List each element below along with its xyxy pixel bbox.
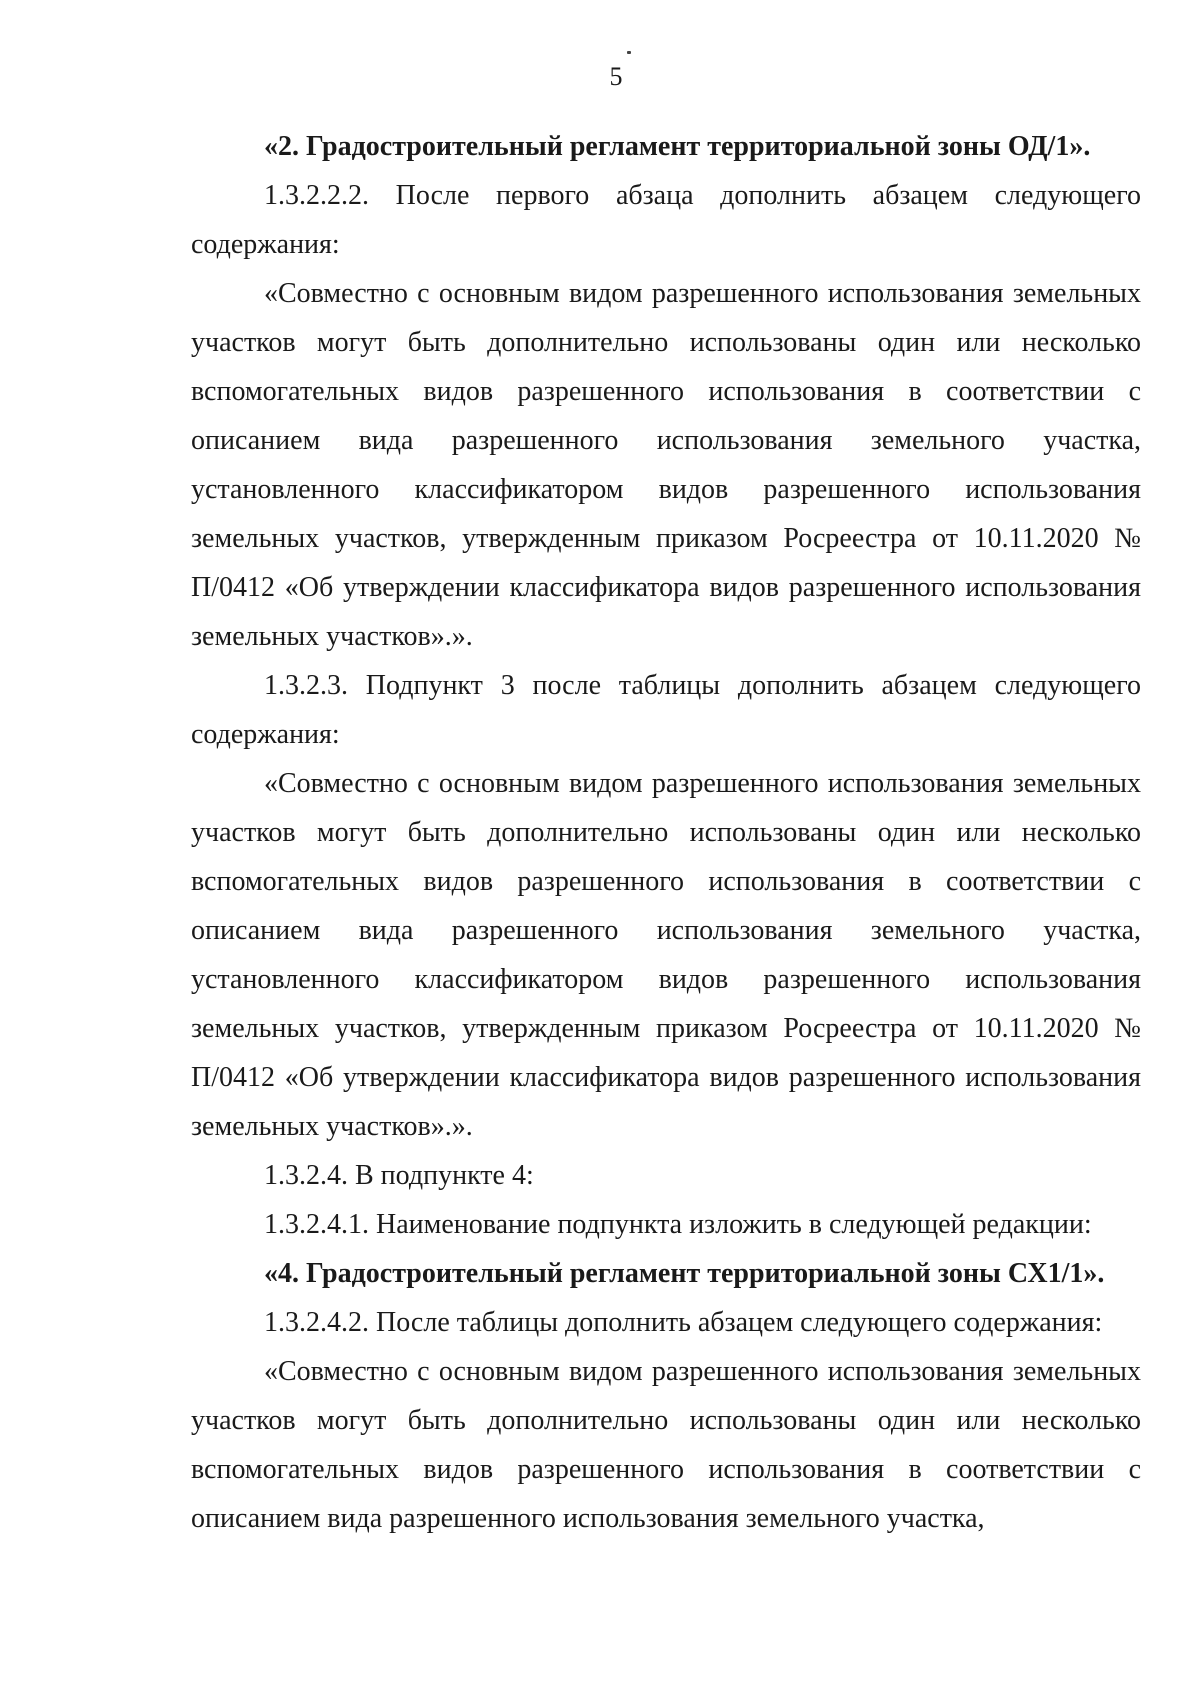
paragraph-1-3-2-4-1: 1.3.2.4.1. Наименование подпункта изложить в следующей редакции: [264,1209,1092,1240]
document-body [191,122,1141,1543]
paragraph-1-3-2-4-2: 1.3.2.4.2. После таблицы дополнить абзацем следующего содержания: [264,1307,1103,1338]
page-number: 5 [609,62,623,91]
paragraph-1-3-2-4: 1.3.2.4. В подпункте 4: [264,1160,534,1191]
heading-zone-od1: «2. Градостроительный регламент территориальной зоны ОД/1». [264,131,1091,162]
paragraph-quote-2: «Совместно с основным видом разрешенного использования земельных участков могут быть дополнительно использованы один или несколько вспомогательных видов разрешенного использования в соответствии с описанием вида разрешенного использования земельного участка, установленного классификатором видов разрешенного использования земельных участков, утвержденным приказом Росреестра от 10.11.2020 № П/0412 «Об утверждении классификатора видов разрешенного использования земельных участков».». [191,768,1141,1142]
heading-zone-sh1-1: «4. Градостроительный регламент территориальной зоны СХ1/1». [264,1258,1105,1289]
paragraph-1-3-2-3: 1.3.2.3. Подпункт 3 после таблицы дополнить абзацем следующего содержания: [191,670,1141,750]
paragraph-quote-1: «Совместно с основным видом разрешенного использования земельных участков могут быть дополнительно использованы один или несколько вспомогательных видов разрешенного использования в соответствии с описанием вида разрешенного использования земельного участка, установленного классификатором видов разрешенного использования земельных участков, утвержденным приказом Росреестра от 10.11.2020 № П/0412 «Об утверждении классификатора видов разрешенного использования земельных участков».». [191,278,1141,652]
scan-speck [627,51,631,54]
paragraph-quote-3: «Совместно с основным видом разрешенного использования земельных участков могут быть дополнительно использованы один или несколько вспомогательных видов разрешенного использования в соответствии с описанием вида разрешенного использования земельного участка, [191,1356,1141,1534]
paragraph-1-3-2-2-2: 1.3.2.2.2. После первого абзаца дополнить абзацем следующего содержания: [191,180,1141,260]
